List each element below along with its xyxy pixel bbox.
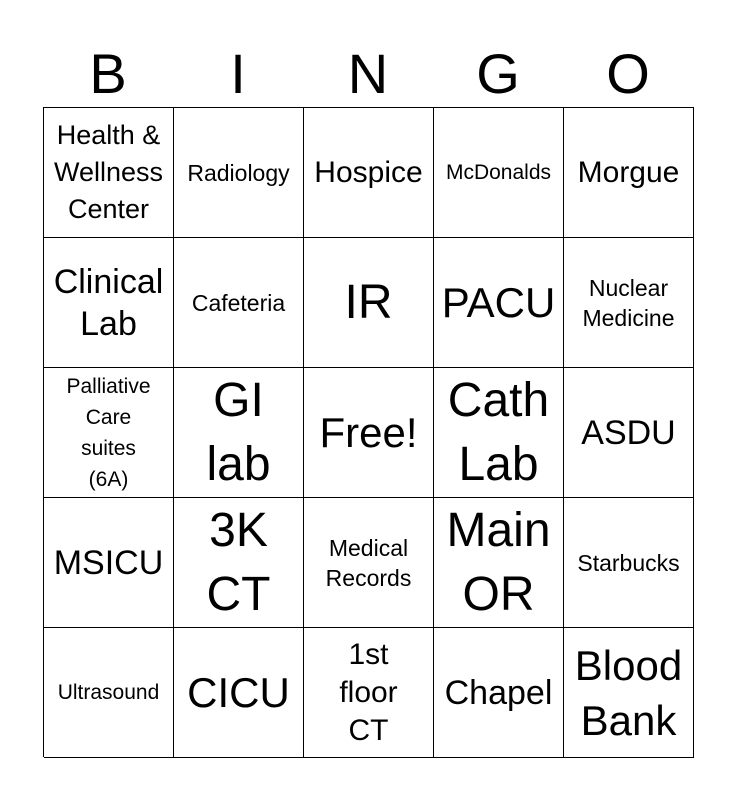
bingo-cell[interactable]: IR — [304, 238, 434, 368]
bingo-cell[interactable]: Morgue — [564, 108, 694, 238]
header-letter-n: N — [347, 42, 389, 105]
header-letter-o: O — [606, 42, 650, 105]
bingo-cell[interactable]: 3K CT — [174, 498, 304, 628]
bingo-cell[interactable]: Palliative Care suites (6A) — [44, 368, 174, 498]
bingo-board — [43, 107, 694, 757]
bingo-cell[interactable]: 1st floor CT — [304, 628, 434, 758]
bingo-cell[interactable]: Chapel — [434, 628, 564, 758]
bingo-cell[interactable]: Starbucks — [564, 498, 694, 628]
bingo-cell[interactable]: Radiology — [174, 108, 304, 238]
bingo-cell[interactable]: MSICU — [44, 498, 174, 628]
bingo-cell[interactable]: Cath Lab — [434, 368, 564, 498]
bingo-header — [43, 42, 693, 106]
bingo-cell[interactable]: Hospice — [304, 108, 434, 238]
bingo-cell[interactable]: Nuclear Medicine — [564, 238, 694, 368]
bingo-cell[interactable]: Ultrasound — [44, 628, 174, 758]
bingo-cell[interactable]: GI lab — [174, 368, 304, 498]
bingo-cell[interactable]: McDonalds — [434, 108, 564, 238]
bingo-cell[interactable]: CICU — [174, 628, 304, 758]
bingo-cell[interactable]: Main OR — [434, 498, 564, 628]
header-letter-b: B — [89, 42, 127, 105]
bingo-cell[interactable]: PACU — [434, 238, 564, 368]
bingo-cell[interactable]: Health & Wellness Center — [44, 108, 174, 238]
bingo-cell[interactable]: Clinical Lab — [44, 238, 174, 368]
bingo-cell[interactable]: Blood Bank — [564, 628, 694, 758]
bingo-cell[interactable]: Cafeteria — [174, 238, 304, 368]
header-letter-i: I — [230, 42, 246, 105]
header-letter-g: G — [476, 42, 520, 105]
bingo-cell[interactable]: ASDU — [564, 368, 694, 498]
bingo-cell[interactable]: Free! — [304, 368, 434, 498]
bingo-cell[interactable]: Medical Records — [304, 498, 434, 628]
